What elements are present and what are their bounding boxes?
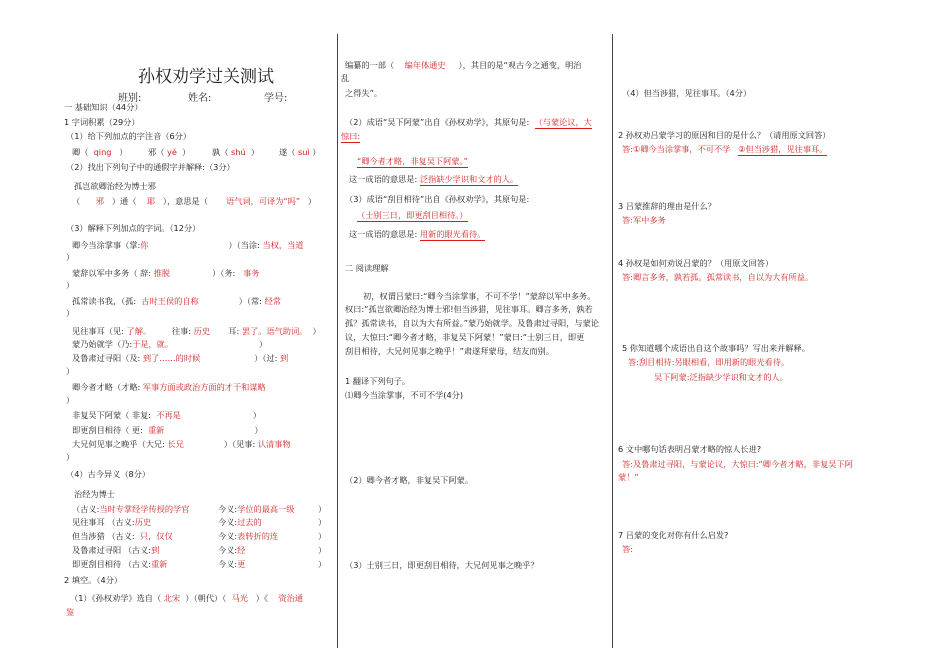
question: 7 吕蒙的变化对你有什么启发? [618, 530, 729, 540]
close-paren: ） [318, 531, 327, 541]
class-label: 班别: [118, 93, 142, 104]
fill-item: 编纂的一部（ 编年体通史 ），其目的是“观古今之通变，明治 [345, 60, 582, 70]
gy-row: 即更刮目相待 （古义:重新 [72, 559, 168, 569]
question: （4）但当涉猎，见往事耳。（4分） [622, 88, 752, 98]
page-title: 孙权劝学过关测试 [138, 67, 274, 87]
passage-line: 刮目相待，大兄何见事之晚乎！”肃遂拜蒙母，结友而别。 [345, 346, 554, 356]
answer-line: 惊曰: [341, 131, 361, 141]
gy-row: 今义:表转折的连 [218, 531, 279, 541]
answer-line: （ 邪 ）通（ 耶 ），意思是（ 语气词，可译为“吗” ） [72, 196, 317, 206]
pinyin-item: 孰（ shú ） [212, 147, 260, 157]
answer-line: 答:军中多务 [622, 215, 666, 225]
pinyin-item: 邪（ yé ） [148, 147, 191, 157]
close-paren: ） [66, 280, 75, 290]
question: 4 孙权是如何劝说吕蒙的？（用原文回答） [618, 258, 774, 268]
section-heading: 一 基础知识（44分） [64, 102, 143, 112]
answer-line: “卿今者才略，非复吴下阿蒙。” [357, 156, 468, 166]
explain-item: 大兄何见事之晚乎（大兄: 长兄 ）（见事: 认清事物 [72, 439, 291, 449]
sentence: 治经为博士 [74, 489, 115, 499]
pinyin-item: 卿（ qing ） [72, 147, 128, 157]
question-heading: 1 字词积累（29分） [64, 117, 140, 127]
gy-row: 但当涉猎 （古义: 只，仅仅 [72, 531, 173, 541]
name-label: 姓名: [188, 93, 212, 104]
fill-answer-cont: 鉴 [66, 607, 75, 617]
sub-question: （1）给下列加点的字注音（6分） [66, 131, 192, 141]
close-paren: ） [66, 452, 75, 462]
pinyin-item: 遂（ suì ） [279, 147, 321, 157]
fill-item: （3）成语“刮目相待”出自《孙权劝学》，其原句是: [345, 194, 530, 204]
explain-item: 蒙辞以军中多务（ 辞: 推脱 ）（务: 事务 [72, 268, 260, 278]
passage-line: 初，权谓吕蒙曰:“卿今当涂掌事，不可不学！”蒙辞以军中多务。 [363, 291, 596, 301]
close-paren: ） [66, 366, 75, 376]
column-divider-2 [612, 34, 613, 648]
passage-line: 议，大惊曰:“卿今者才略，非复吴下阿蒙！”蒙曰:“士别三日，即更 [345, 332, 585, 342]
question: 6 文中哪句话表明吕蒙才略的惊人长进? [618, 444, 762, 454]
explain-item: 孤常读书我，（孤: 古时王侯的自称 ）（常: 经常 [72, 296, 281, 306]
explain-item: 即更刮目相待（ 更: 重新 ） [72, 425, 263, 435]
close-paren: ） [66, 308, 75, 318]
answer-line: 答:刮目相待:另眼相看，即用新的眼光看待。 [628, 357, 790, 367]
explain-item: 及鲁肃过寻阳（及: 到了……的时候 ）（过: 到 [72, 353, 289, 363]
explain-item: 见往事耳（见: 了解。 往事: 历史 耳: 罢了。语气助词。 ） [72, 326, 321, 336]
sentence: 孤岂欲卿治经为博士邪 [74, 181, 156, 191]
section-heading: 二 阅读理解 [345, 263, 389, 273]
close-paren: ） [318, 545, 327, 555]
answer-line: 吴下阿蒙:泛指缺少学识和文才的人。 [654, 372, 788, 382]
question: ⑴卿今当涂掌事，不可不学(4分) [345, 390, 464, 400]
meaning-line: 这一成语的意思是: 用新的眼光看待。 [349, 229, 486, 239]
gy-row: 今义:过去的 [218, 517, 262, 527]
sub-question: （3）解释下列加点的字词。（12分） [66, 223, 201, 233]
answer-line: 蒙！” [618, 472, 639, 482]
question: 3 吕蒙推辞的理由是什么？ [618, 201, 716, 211]
explain-item: 非复吴下阿蒙（ 非复: 不再是 ） [72, 410, 262, 420]
gy-row: 今义:学位的最高一级 [218, 504, 295, 514]
fill-item: （1）《孙权劝学》选自（ 北宋 ）（朝代）（ 马光 ）《 资治通 [70, 593, 304, 603]
sub-question: （4）古今异义（8分） [66, 469, 151, 479]
answer-line: （士别三日，即更刮目相待。） [357, 210, 468, 220]
explain-item: 卿今者才略（才略: 军事方面或政治方面的才干和谋略 [72, 382, 266, 392]
number-label: 学号: [264, 93, 288, 104]
question: 5 你知道哪个成语出自这个故事吗？写出来并解释。 [622, 343, 810, 353]
meaning-line: 这一成语的意思是: 泛指缺少学识和文才的人。 [349, 174, 519, 184]
answer-line: 答:①卿今当涂掌事，不可不学 ②但当涉猎，见往事耳。 [622, 144, 828, 154]
gy-row: （古义:当时专掌经学传授的学官 [72, 504, 190, 514]
fill-item-cont: 之得失”。 [345, 88, 382, 98]
close-paren: ） [66, 395, 75, 405]
close-paren: ） [318, 517, 327, 527]
question-heading: 1 翻译下列句子。 [345, 376, 411, 386]
close-paren: ） [66, 252, 75, 262]
question: 2 孙权劝吕蒙学习的原因和目的是什么？（请用原文回答） [618, 130, 831, 140]
question: （3）士别三日，即更刮目相待，大兄何见事之晚乎？ [345, 560, 539, 570]
answer-line: 答:及鲁肃过寻阳，与蒙论议，大惊曰:“卿今者才略，非复吴下阿 [622, 459, 853, 469]
fill-item-cont: 乱 [341, 73, 350, 83]
gy-row: 见往事耳 （古义:历史 [72, 517, 152, 527]
passage-line: 权曰:“孤岂欲卿治经为博士邪!但当涉猎，见往事耳。卿言多务，孰若 [345, 304, 593, 314]
gy-row: 今义:经 [218, 545, 246, 555]
fill-item: （2）成语“吴下阿蒙”出自《孙权劝学》，其原句是: （与蒙论议，大 [345, 117, 592, 127]
answer-label: 答: [622, 544, 633, 554]
gy-row: 今义:更 [218, 559, 246, 569]
column-divider-1 [337, 34, 338, 648]
passage-line: 孤？孤常读书，自以为大有所益。”蒙乃始就学。及鲁肃过寻阳，与蒙论 [345, 318, 599, 328]
close-paren: ） [318, 504, 327, 514]
question-heading: 2 填空。（4分） [64, 575, 123, 585]
close-paren: ） [318, 559, 327, 569]
explain-item: 卿今当涂掌事（掌:你 ）（当涂: 当权，当道 [72, 240, 304, 250]
question: （2）卿今者才略，非复吴下阿蒙。 [345, 475, 474, 485]
gy-row: 及鲁肃过寻阳 （古义:到 [72, 545, 160, 555]
sub-question: （2）找出下列句子中的通假字并解释:（3分） [66, 162, 235, 172]
explain-item: 蒙乃始就学（乃:于是，就。 ） [72, 339, 268, 349]
answer-line: 答:卿言多务，孰若孤。孤常读书，自以为大有所益。 [622, 272, 814, 282]
